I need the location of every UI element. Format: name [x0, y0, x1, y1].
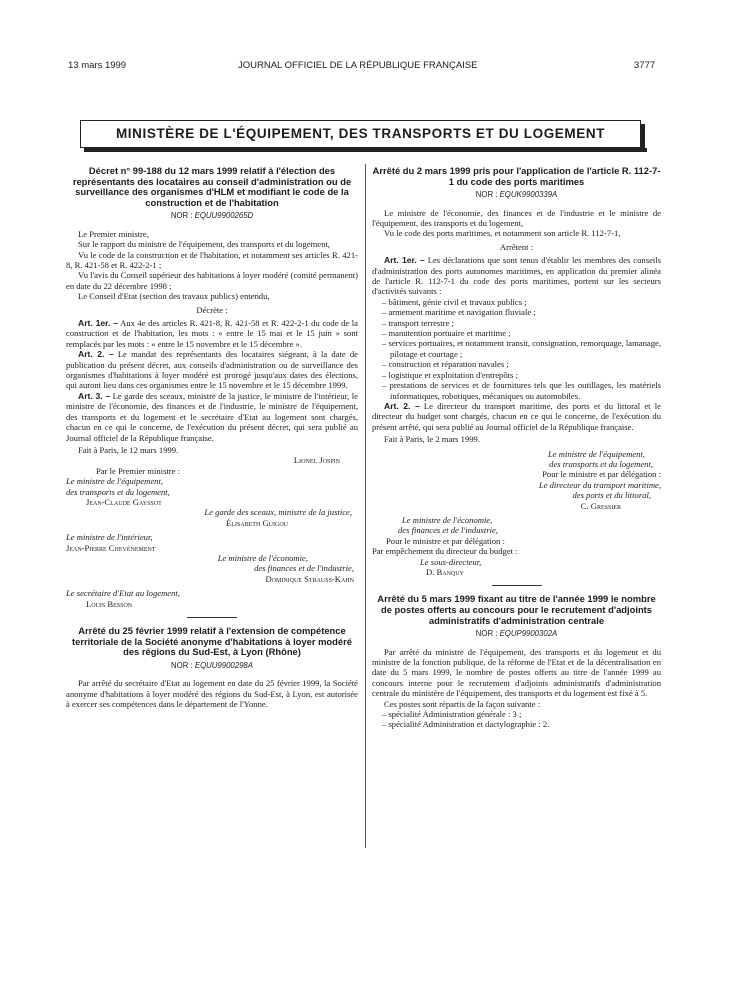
arrete3-p2: Ces postes sont répartis de la façon suivante :: [384, 698, 541, 709]
arrete2-sig1-pour: Pour le ministre et par délégation :: [542, 469, 661, 480]
ministry-banner: MINISTÈRE DE L'ÉQUIPEMENT, DES TRANSPORTS ET DU LOGEMENT: [80, 120, 641, 148]
sig4-name: Dominique Strauss-Kahn: [265, 573, 354, 584]
arrete2-art2: Art. 2. – Le directeur du transport maritime, des ports et du littoral et le directeur du budget sont chargés, chacun en ce qui le concerne, de l'exécution du présent arrêté, qui sera publié au Journal officiel de la République française.: [372, 400, 661, 432]
arrete2-fait: Fait à Paris, le 2 mars 1999.: [384, 434, 480, 445]
arrete2-art1: Art. 1er. – Les déclarations que sont tenus d'établir les membres des conseils d'administration des ports autonomes maritimes, en application du premier alinéa de l'article R. 112-7-1 du code des ports maritimes, portent sur les secteurs d'activités suivants :: [372, 255, 661, 297]
sig5-title: Le secrétaire d'Etat au logement,: [66, 588, 180, 599]
list-item: – armement maritime et navigation fluviale ;: [382, 307, 536, 318]
decret-p1: Le Premier ministre,: [78, 228, 149, 239]
decret-par-pm: Par le Premier ministre :: [96, 465, 181, 476]
arrete2-sig1-title1: Le ministre de l'équipement,: [548, 448, 645, 459]
arrete2-sig1-dir1: Le directeur du transport maritime,: [538, 479, 661, 490]
arrete2-sig1-name: C. Gressier: [580, 500, 621, 511]
decret-fait: Fait à Paris, le 12 mars 1999.: [78, 444, 179, 455]
sig3-title: Le ministre de l'intérieur,: [66, 532, 153, 543]
sig2-name: Élisabeth Guigou: [226, 517, 288, 528]
arrete2-sig2-name: D. Banquy: [426, 567, 464, 577]
list-item: – services portuaires, et notamment transit, consignation, remorquage, lamanage, pilotage et courtage ;: [382, 338, 661, 359]
section-rule: [187, 617, 237, 618]
decret-art1: Art. 1er. – Aux 4e des articles R. 421-8, R. 421-58 et R. 422-2-1 du code de la construction et de l'habitation, les mots : « entre le 15 mai et le 15 juin » sont remplacés par les mots : « entre le 15 novembre et le 15 décembre ».: [66, 318, 358, 349]
arrete2-title: Arrêté du 2 mars 1999 pris pour l'application de l'article R. 112-7-1 du code des ports maritimes: [372, 165, 661, 187]
list-item: – transport terrestre ;: [382, 317, 454, 328]
arrete2-p1: Le ministre de l'économie, des finances et de l'industrie et le ministre de l'équipement, des transports et du logement,: [372, 207, 661, 228]
list-item: – spécialité Administration générale : 3 ;: [382, 709, 522, 720]
list-item: – manutention portuaire et maritime ;: [382, 328, 511, 339]
arrete2-sig2-title1: Le ministre de l'économie,: [402, 514, 493, 525]
decret-decrete: Décrète :: [196, 304, 228, 315]
decret-p2: Sur le rapport du ministre de l'équipement, des transports et du logement,: [78, 239, 330, 250]
arrete3-list: [372, 709, 661, 730]
arrete1-p1: Par arrêté du secrétaire d'Etat au logement en date du 25 février 1999, la Société anonyme d'habitations à loyer modéré des régions du Sud-Est, à Lyon, est autorisée à exercer ses compétences dans le département de l'Yonne.: [66, 678, 358, 709]
sig3-name: Jean-Pierre Chevènement: [66, 542, 156, 553]
sig1-name: Jean-Claude Gayssot: [86, 496, 162, 507]
list-item: – prestations de services et de fournitures tels que les outillages, les matériels informatiques, robotiques, mécaniques ou automobiles.: [382, 380, 661, 401]
arrete1-title: Arrêté du 25 février 1999 relatif à l'extension de compétence territoriale de la Société anonyme d'habitations à loyer modéré des régions du Sud-Est, à Lyon (Rhône): [72, 625, 352, 658]
decret-nor: NOR : EQUU9900265D: [170, 211, 254, 221]
arrete2-nor: NOR : EQUK9900339A: [475, 190, 558, 200]
list-item: – spécialité Administration et dactylographie : 2.: [382, 719, 550, 730]
header-page-number: 3777: [634, 60, 656, 71]
header-date: 13 mars 1999: [68, 60, 127, 71]
arrete2-sig2-title2: des finances et de l'industrie,: [398, 525, 498, 536]
arrete2-sector-list: [372, 297, 661, 401]
sig4-title1: Le ministre de l'économie,: [217, 552, 308, 563]
sig2-title: Le garde des sceaux, ministre de la justice,: [204, 507, 352, 518]
sig4-title2: des finances et de l'industrie,: [254, 563, 354, 574]
sig1-title1: Le ministre de l'équipement,: [66, 476, 163, 487]
arrete3-p1: Par arrêté du ministre de l'équipement, des transports et du logement et du ministre de la fonction publique, de la réforme de l'Etat et de la décentralisation en date du 5 mars 1999, le nombre de postes offerts au titre de l'année 1999 au concours interne pour le recrutement d'adjoints administratifs d'administration centrale du ministère de l'équipement, des transports et du logement est fixé à 5.: [372, 646, 661, 699]
list-item: – construction et réparation navales ;: [382, 359, 509, 370]
sig5-name: Louis Besson: [86, 598, 133, 609]
decret-art2: Art. 2. – Le mandat des représentants des locataires siégeant, à la date de publication du présent décret, aux conseils d'administration ou de surveillance des organismes d'habitations à loyer modéré est prorogé jusqu'aux dates des élections, qui auront lieu dans ces organismes entre le 15 novembre et le 15 décembre 1999.: [66, 349, 358, 391]
list-item: – bâtiment, génie civil et travaux publics ;: [382, 296, 527, 307]
arrete2-sig2-sous: Le sous-directeur,: [420, 556, 482, 567]
decret-p5: Le Conseil d'Etat (section des travaux publics) entendu,: [78, 291, 270, 302]
decret-title: Décret n° 99-188 du 12 mars 1999 relatif à l'élection des représentants des locataires au conseil d'administration ou de surveillance des organismes d'HLM et modifiant le code de la construction et de l'habitation: [72, 165, 352, 208]
arrete2-sig1-title2: des transports et du logement,: [549, 458, 653, 469]
arrete2-p2: Vu le code des ports maritimes, et notamment son article R. 112-7-1,: [384, 228, 621, 239]
sig1-title2: des transports et du logement,: [66, 486, 170, 497]
right-column: [372, 166, 661, 730]
decret-art3: Art. 3. – Le garde des sceaux, ministre de la justice, le ministre de l'intérieur, le ministre de l'économie, des finances et de l'industrie, le ministre de l'équipement, des transports et du logement et le secrétaire d'Etat au logement sont chargés, chacun en ce qui le concerne, de l'exécution du présent décret, qui sera publié au Journal officiel de la République française.: [66, 390, 358, 443]
arrete2-sig2-emp: Par empêchement du directeur du budget :: [372, 546, 518, 557]
arrete1-nor: NOR : EQUU9900298A: [171, 660, 253, 670]
arrete2-sig2-pour: Pour le ministre et par délégation :: [386, 535, 505, 546]
decret-p3: Vu le code de la construction et de l'habitation, et notamment ses articles R. 421-8, R. 421-58 et R. 422-2-1 ;: [66, 249, 358, 270]
list-item: – logistique et exploitation d'entrepôts ;: [382, 369, 518, 380]
decret-p4: Vu l'avis du Conseil supérieur des habitations à loyer modéré (comité permanent) en date du 22 décembre 1998 ;: [66, 270, 359, 291]
arrete2-arretent: Arrêtent :: [499, 241, 534, 252]
column-separator: [365, 164, 366, 848]
section-rule: [492, 585, 542, 586]
arrete3-nor: NOR : EQUP9900302A: [475, 629, 558, 639]
arrete2-sig1-dir2: des ports et du littoral,: [572, 490, 651, 501]
decret-signature-pm: Lionel Jospin: [293, 455, 340, 466]
arrete3-title: Arrêté du 5 mars 1999 fixant au titre de l'année 1999 le nombre de postes offerts au concours pour le recrutement d'adjoints administratifs d'administration centrale: [377, 593, 656, 626]
left-column: [66, 166, 358, 709]
header-title: JOURNAL OFFICIEL DE LA RÉPUBLIQUE FRANÇAISE: [238, 60, 478, 71]
